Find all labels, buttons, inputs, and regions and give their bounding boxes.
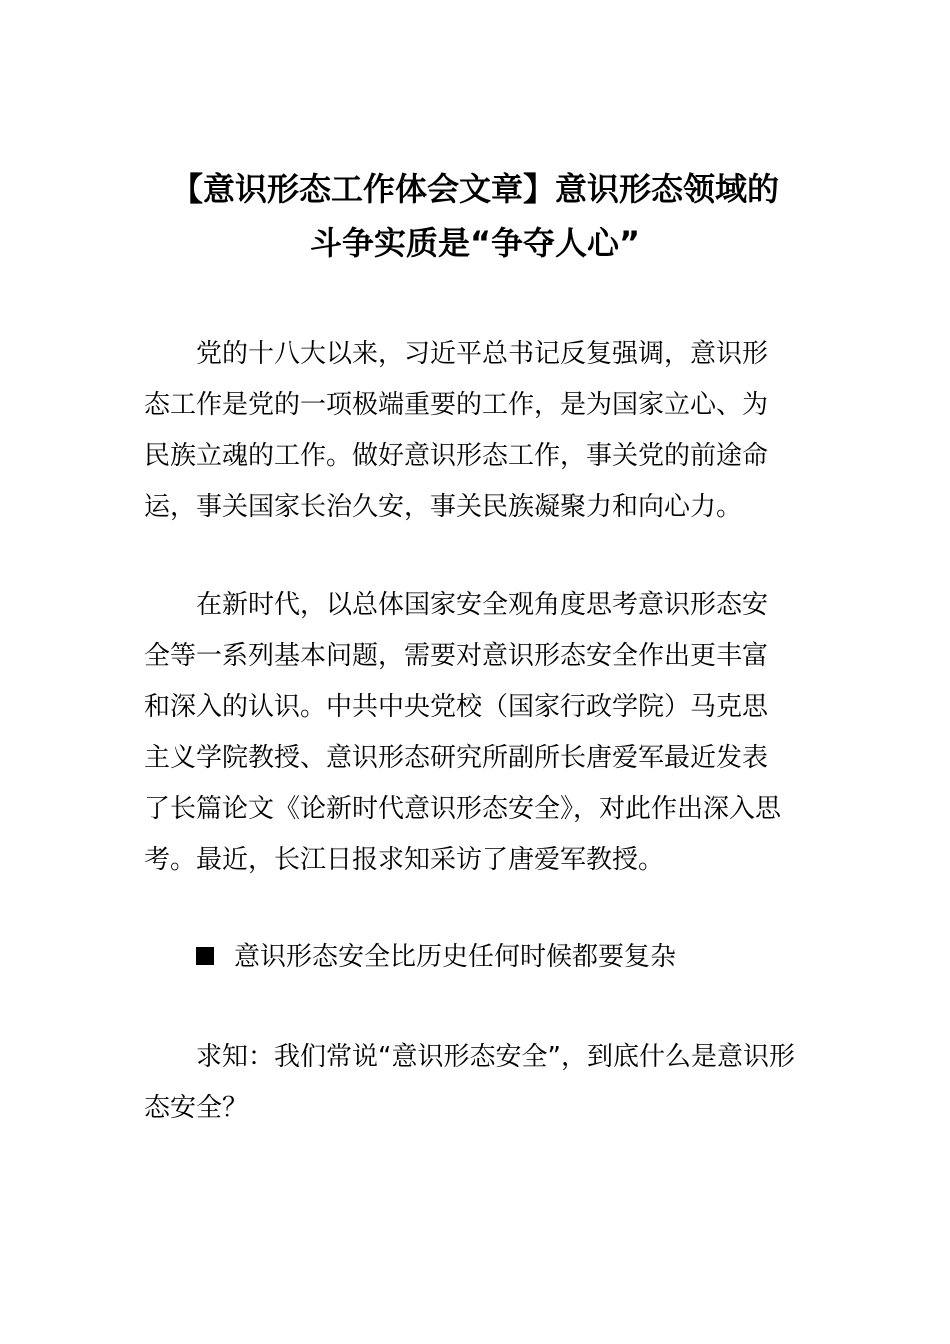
paragraph-line: 考。最近，长江日报求知采访了唐爱军教授。 [144, 845, 665, 875]
title-line: 斗争实质是“争夺人心” [309, 224, 641, 262]
paragraph-line: 主义学院教授、意识形态研究所副所长唐爱军最近发表 [144, 743, 769, 773]
paragraph-line: 态安全？ [144, 1093, 249, 1123]
section-heading-line [144, 932, 810, 983]
paragraph-line: 全等一系列基本问题，需要对意识形态安全作出更丰富 [144, 641, 769, 671]
title-line: 【意识形态工作体会文章】意识形态领域的 [170, 170, 779, 208]
paragraph-line: 求知：我们常说“意识形态安全”，到底什么是意识形 [196, 1042, 795, 1072]
body-paragraph [144, 580, 810, 886]
section-heading-text: 意识形态安全比历史任何时候都要复杂 [234, 942, 677, 972]
paragraph-line: 态工作是党的一项极端重要的工作，是为国家立心、为 [144, 390, 769, 420]
body-paragraph [144, 1032, 810, 1134]
paragraph-line: 和深入的认识。中共中央党校（国家行政学院）马克思 [144, 692, 769, 722]
paragraph-line: 了长篇论文《论新时代意识形态安全》，对此作出深入思 [144, 794, 782, 824]
paragraph-line: 在新时代，以总体国家安全观角度思考意识形态安 [196, 590, 769, 620]
section-heading [144, 932, 810, 983]
black-square-icon [196, 947, 214, 965]
article-title [135, 162, 815, 270]
paragraph-line: 民族立魂的工作。做好意识形态工作，事关党的前途命 [144, 441, 769, 471]
paragraph-line: 运，事关国家长治久安，事关民族凝聚力和向心力。 [144, 492, 743, 522]
body-paragraph [144, 329, 810, 533]
paragraph-line: 党的十八大以来，习近平总书记反复强调，意识形 [196, 339, 769, 369]
